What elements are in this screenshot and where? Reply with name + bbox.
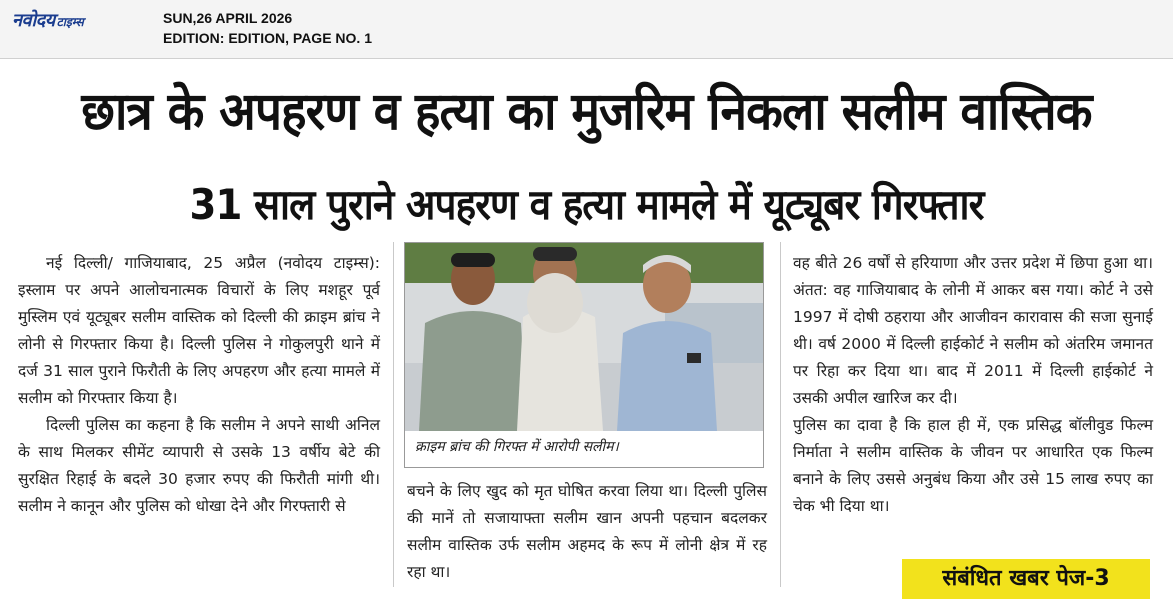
top-bar bbox=[0, 0, 1173, 59]
article-column-1 bbox=[18, 250, 380, 520]
issue-date: SUN,26 APRIL 2026 bbox=[163, 10, 293, 26]
article-column-2 bbox=[407, 478, 767, 586]
article-subheadline: 31 साल पुराने अपहरण व हत्या मामले में यूट्यूबर गिरफ्तार bbox=[189, 180, 984, 229]
article-headline: छात्र के अपहरण व हत्या का मुजरिम निकला सलीम वास्तिक bbox=[81, 82, 1092, 142]
column-1-paragraph-1: नई दिल्ली/ गाजियाबाद, 25 अप्रैल (नवोदय टाइम्स): इस्लाम पर अपने आलोचनात्मक विचारों के लिए मशहूर पूर्व मुस्लिम एवं यूट्यूबर सलीम वास्तिक को दिल्ली की क्राइम ब्रांच ने लोनी से गिरफ्तार किया है। दिल्ली पुलिस ने गोकुलपुरी थाने में दर्ज 31 साल पुराने फिरौती के लिए अपहरण और हत्या मामले में सलीम को गिरफ्तार किया है। bbox=[18, 254, 380, 407]
newspaper-logo[interactable] bbox=[12, 8, 84, 34]
related-news-badge[interactable]: संबंधित खबर पेज-3 bbox=[902, 559, 1150, 599]
edition-meta bbox=[163, 8, 372, 48]
column-2-paragraph-1: बचने के लिए खुद को मृत घोषित करवा लिया था। दिल्ली पुलिस की मानें तो सजायाफ्ता सलीम खान अपनी पहचान बदलकर सलीम वास्तिक उर्फ सलीम अहमद के रूप में लोनी क्षेत्र में रह रहा था। bbox=[407, 482, 767, 581]
column-divider bbox=[780, 242, 781, 587]
photo-caption: क्राइम ब्रांच की गिरफ्त में आरोपी सलीम। bbox=[415, 439, 619, 455]
photo-image bbox=[405, 243, 763, 431]
column-3-paragraph-2: पुलिस का दावा है कि हाल ही में, एक प्रसिद्ध बॉलीवुड फिल्म निर्माता ने सलीम वास्तिक के जीवन पर आधारित एक फिल्म बनाने के लिए उससे अनुबंध किया और उसे 15 लाख रुपए का चेक भी दिया था। bbox=[793, 416, 1153, 515]
edition-page-info: EDITION: EDITION, PAGE NO. 1 bbox=[163, 30, 372, 46]
logo-main-text: नवोदय bbox=[12, 10, 55, 31]
news-photo bbox=[404, 242, 764, 468]
column-3-paragraph-1: वह बीते 26 वर्षों से हरियाणा और उत्तर प्रदेश में छिपा हुआ था। अंतत: वह गाजियाबाद के लोनी में आकर बस गया। कोर्ट ने उसे 1997 में दोषी ठहराया और आजीवन कारावास की सजा सुनाई थी। वर्ष 2000 में दिल्ली हाईकोर्ट ने सलीम को अंतरिम जमानत पर रिहा कर दिया था। बाद में 2011 में दिल्ली हाईकोर्ट ने उसकी अपील खारिज कर दी। bbox=[793, 254, 1153, 407]
logo-sub-text: टाइम्स bbox=[56, 15, 84, 29]
article-column-3 bbox=[793, 250, 1153, 520]
column-1-paragraph-2: दिल्ली पुलिस का कहना है कि सलीम ने अपने साथी अनिल के साथ मिलकर सीमेंट व्यापारी से उसके 13 वर्षीय बेटे की सुरक्षित रिहाई के बदले 30 हजार रुपए की फिरौती मांगी थी। सलीम ने कानून और पुलिस को धोखा देने और गिरफ्तारी से bbox=[18, 416, 380, 515]
column-divider bbox=[393, 242, 394, 587]
